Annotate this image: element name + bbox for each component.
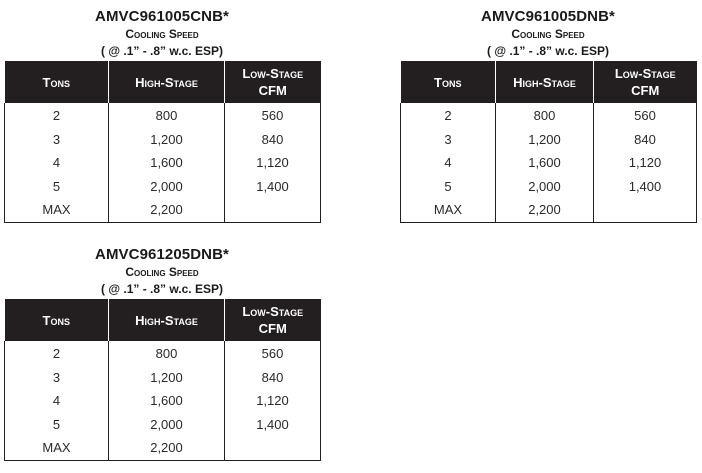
cfm-table <box>4 61 321 223</box>
esp-note: ( @ .1” - .8” w.c. ESP) <box>101 282 223 296</box>
cell-low-stage: 1,120 <box>225 389 321 413</box>
cell-high-stage: 800 <box>496 103 594 128</box>
cell-tons: 5 <box>5 413 109 437</box>
header-low-stage: Low-Stage CFM <box>225 61 321 103</box>
cell-high-stage: 800 <box>109 103 225 128</box>
table-row <box>401 151 697 175</box>
header-low-stage: Low-Stage CFM <box>225 299 321 341</box>
table-header-row <box>5 61 321 103</box>
spec-block-3 <box>4 246 320 461</box>
cell-tons: 2 <box>5 341 109 366</box>
table-row <box>5 436 321 460</box>
model-title: AMVC961205DNB* <box>95 246 229 263</box>
table-row <box>5 103 321 128</box>
spec-block-1 <box>4 8 320 223</box>
table-row <box>5 389 321 413</box>
cell-low-stage <box>594 198 697 222</box>
cell-tons: 2 <box>5 103 109 128</box>
cell-low-stage <box>225 436 321 460</box>
cell-low-stage: 560 <box>225 341 321 366</box>
cell-high-stage: 1,600 <box>109 151 225 175</box>
header-tons: Tons <box>401 61 496 103</box>
cell-high-stage: 2,000 <box>109 175 225 199</box>
cell-high-stage: 1,600 <box>496 151 594 175</box>
esp-note: ( @ .1” - .8” w.c. ESP) <box>487 44 609 58</box>
cell-tons: 3 <box>401 128 496 152</box>
table-row <box>5 341 321 366</box>
model-title: AMVC961005CNB* <box>95 8 229 25</box>
cell-tons: MAX <box>401 198 496 222</box>
cell-low-stage: 840 <box>594 128 697 152</box>
cell-tons: 3 <box>5 128 109 152</box>
cell-low-stage: 840 <box>225 128 321 152</box>
cell-low-stage: 1,120 <box>594 151 697 175</box>
cell-low-stage: 560 <box>594 103 697 128</box>
header-tons: Tons <box>5 299 109 341</box>
cell-high-stage: 2,200 <box>496 198 594 222</box>
table-header-row <box>401 61 697 103</box>
table-header-row <box>5 299 321 341</box>
table-row <box>5 151 321 175</box>
esp-note: ( @ .1” - .8” w.c. ESP) <box>101 44 223 58</box>
cell-tons: 4 <box>5 151 109 175</box>
table-row <box>401 175 697 199</box>
cooling-speed-subtitle: Cooling Speed <box>511 27 585 41</box>
cell-low-stage: 1,400 <box>225 413 321 437</box>
spec-block-2 <box>400 8 696 223</box>
cell-tons: MAX <box>5 436 109 460</box>
table-row <box>401 128 697 152</box>
table-row <box>5 413 321 437</box>
cell-low-stage: 1,400 <box>594 175 697 199</box>
header-high-stage: High-Stage <box>109 61 225 103</box>
header-high-stage: High-Stage <box>109 299 225 341</box>
cell-high-stage: 1,600 <box>109 389 225 413</box>
table-row <box>5 366 321 390</box>
table-row <box>401 103 697 128</box>
cell-tons: 4 <box>5 389 109 413</box>
table-row <box>5 198 321 222</box>
cell-tons: 4 <box>401 151 496 175</box>
cell-tons: MAX <box>5 198 109 222</box>
cell-high-stage: 2,200 <box>109 198 225 222</box>
cell-high-stage: 2,200 <box>109 436 225 460</box>
cfm-table <box>4 299 321 461</box>
table-row <box>5 175 321 199</box>
cell-high-stage: 1,200 <box>109 366 225 390</box>
cell-low-stage <box>225 198 321 222</box>
table-row <box>401 198 697 222</box>
cell-low-stage: 1,400 <box>225 175 321 199</box>
cooling-speed-subtitle: Cooling Speed <box>125 265 199 279</box>
cell-high-stage: 800 <box>109 341 225 366</box>
cell-low-stage: 560 <box>225 103 321 128</box>
cell-tons: 5 <box>5 175 109 199</box>
table-row <box>5 128 321 152</box>
header-high-stage: High-Stage <box>496 61 594 103</box>
model-title: AMVC961005DNB* <box>481 8 615 25</box>
cell-tons: 3 <box>5 366 109 390</box>
cell-high-stage: 1,200 <box>109 128 225 152</box>
header-low-stage: Low-Stage CFM <box>594 61 697 103</box>
cell-tons: 2 <box>401 103 496 128</box>
cooling-speed-subtitle: Cooling Speed <box>125 27 199 41</box>
cell-low-stage: 840 <box>225 366 321 390</box>
cfm-table <box>400 61 697 223</box>
cell-high-stage: 2,000 <box>496 175 594 199</box>
cell-high-stage: 1,200 <box>496 128 594 152</box>
cell-low-stage: 1,120 <box>225 151 321 175</box>
cell-tons: 5 <box>401 175 496 199</box>
header-tons: Tons <box>5 61 109 103</box>
cell-high-stage: 2,000 <box>109 413 225 437</box>
